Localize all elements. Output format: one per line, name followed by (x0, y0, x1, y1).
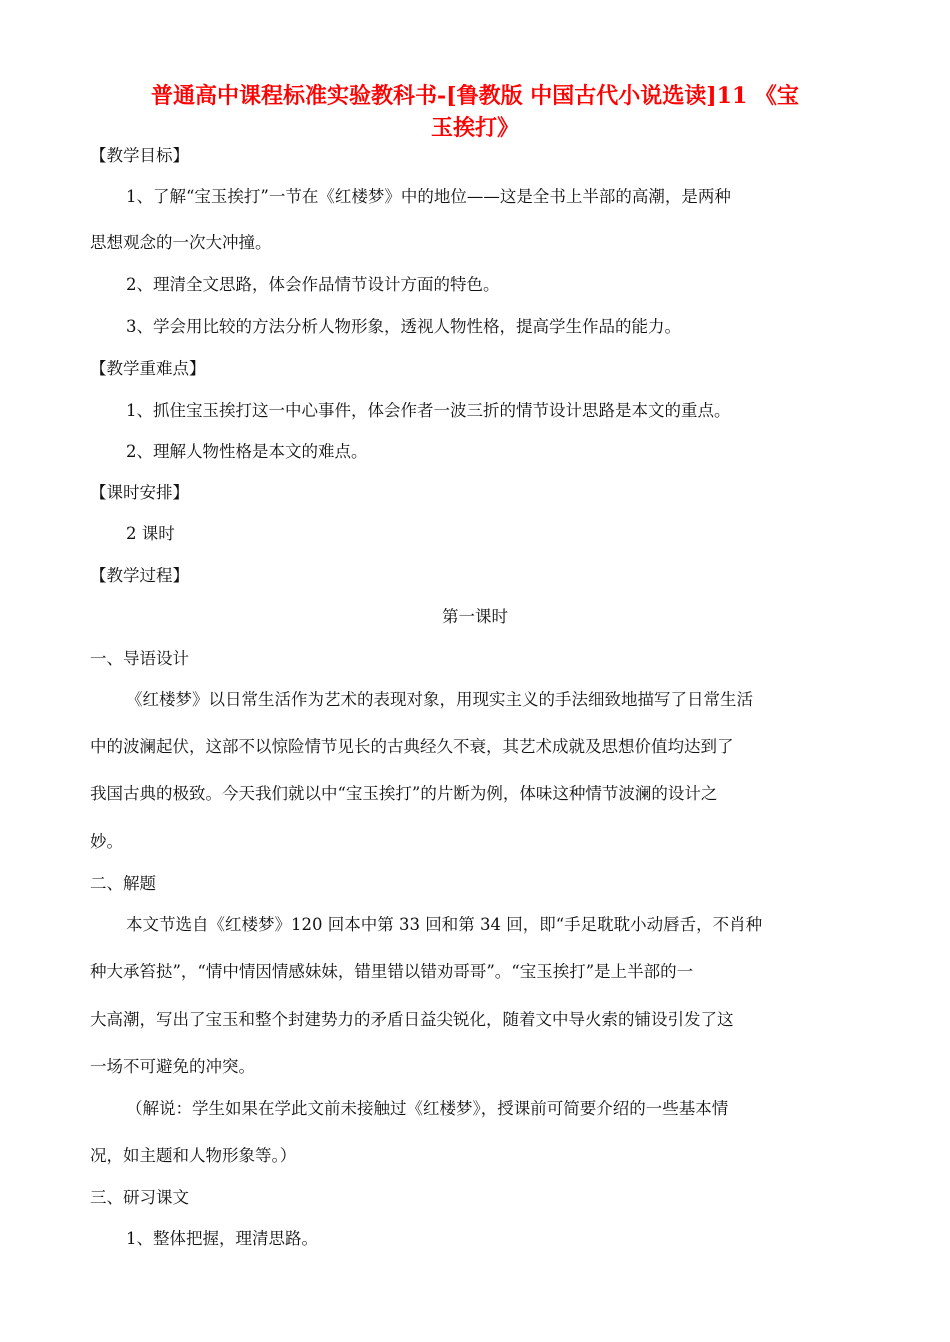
intro-line-3: 我国古典的极致。今天我们就以中“宝玉挨打”的片断为例，体味这种情节波澜的设计之 (90, 784, 718, 803)
note-line-2: 况，如主题和人物形象等。） (90, 1146, 297, 1165)
title-line-2: 玉挨打》 (430, 115, 519, 141)
intro-line-2: 中的波澜起伏，这部不以惊险情节见长的古典经久不衰，其艺术成就及思想价值均达到了 (90, 737, 734, 756)
goal-2: 2、理清全文思路，体会作品情节设计方面的特色。 (126, 275, 500, 294)
schedule-value: 2 课时 (126, 524, 175, 543)
section-3-heading: 三、研习课文 (90, 1188, 189, 1207)
study-item-1: 1、整体把握，理清思路。 (126, 1229, 318, 1248)
explain-line-4: 一场不可避免的冲突。 (90, 1057, 255, 1076)
goal-3: 3、学会用比较的方法分析人物形象，透视人物性格，提高学生作品的能力。 (126, 317, 681, 336)
process-heading: 【教学过程】 (90, 566, 189, 585)
explain-line-3: 大高潮，写出了宝玉和整个封建势力的矛盾日益尖锐化，随着文中导火索的铺设引发了这 (90, 1010, 734, 1029)
title-line-1: 普通高中课程标准实验教科书-[鲁教版 中国古代小说选读]11 《宝 (151, 83, 799, 109)
goal-1-line-1: 1、了解“宝玉挨打”一节在《红楼梦》中的地位——这是全书上半部的高潮，是两种 (126, 187, 731, 206)
explain-line-1: 本文节选自《红楼梦》120 回本中第 33 回和第 34 回，即“手足耽耽小动唇舌，不肖种 (126, 915, 763, 934)
document-title (90, 80, 860, 144)
goal-1-line-2: 思想观念的一次大冲撞。 (90, 233, 272, 252)
lesson-1-title: 第一课时 (442, 607, 508, 626)
goals-heading: 【教学目标】 (90, 146, 189, 165)
section-1-heading: 一、导语设计 (90, 649, 189, 668)
keypoint-1: 1、抓住宝玉挨打这一中心事件，体会作者一波三折的情节设计思路是本文的重点。 (126, 401, 731, 420)
explain-line-2: 种大承笞挞”，“情中情因情感妹妹，错里错以错劝哥哥”。“宝玉挨打”是上半部的一 (90, 962, 694, 981)
keypoints-heading: 【教学重难点】 (90, 359, 206, 378)
intro-line-1: 《红楼梦》以日常生活作为艺术的表现对象，用现实主义的手法细致地描写了日常生活 (126, 690, 753, 709)
section-2-heading: 二、解题 (90, 874, 156, 893)
keypoint-2: 2、理解人物性格是本文的难点。 (126, 442, 368, 461)
intro-line-4: 妙。 (90, 832, 123, 851)
note-line-1: （解说：学生如果在学此文前未接触过《红楼梦》，授课前可简要介绍的一些基本情 (126, 1099, 729, 1118)
schedule-heading: 【课时安排】 (90, 483, 189, 502)
